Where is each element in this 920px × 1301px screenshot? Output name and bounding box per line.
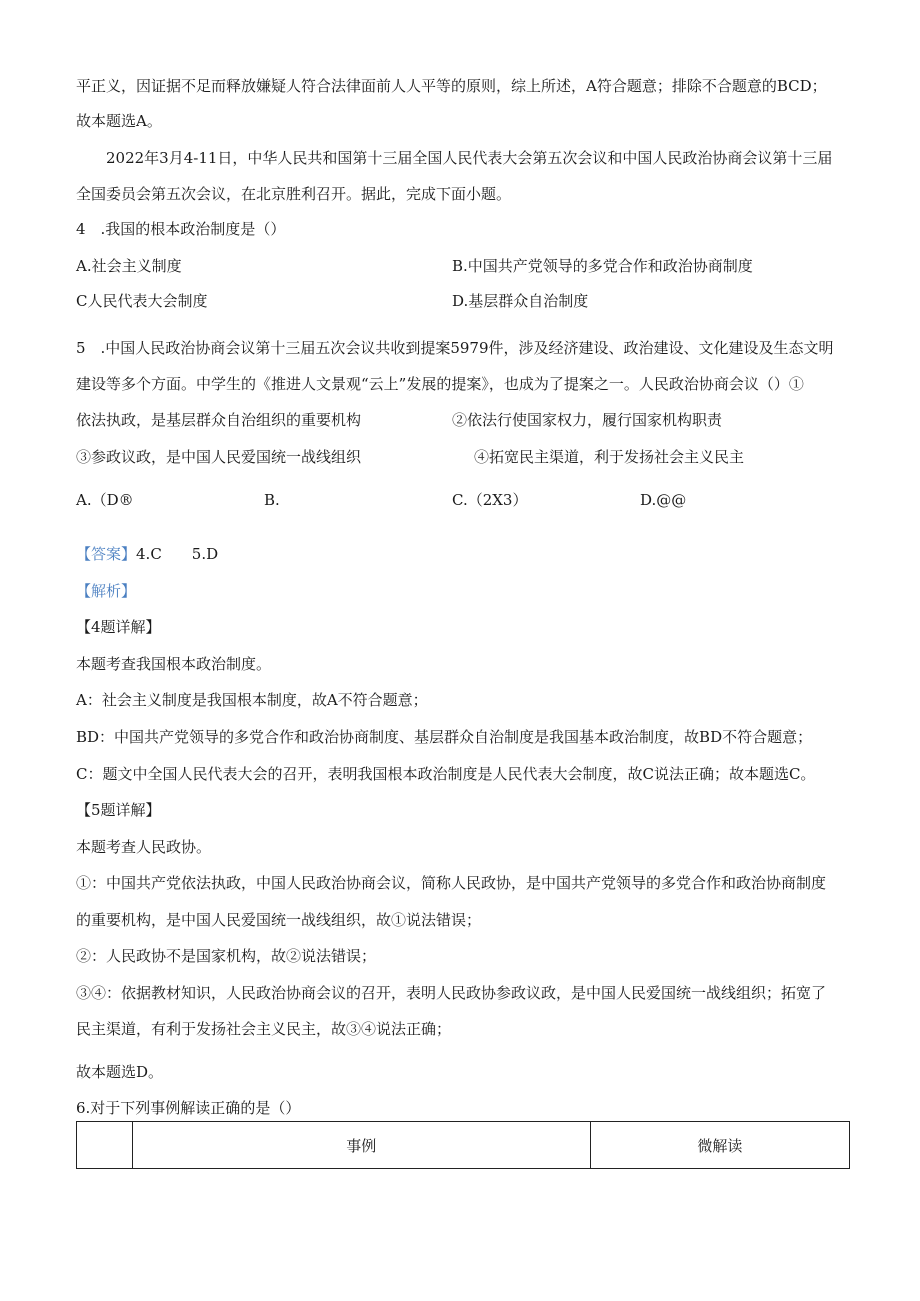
q5-detail-line-6: 民主渠道，有利于发扬社会主义民主，故③④说法正确； xyxy=(76,1020,452,1038)
table-row xyxy=(77,1122,850,1169)
q6-table xyxy=(76,1121,850,1169)
q5-detail-line-2: ①：中国共产党依法执政，中国人民政治协商会议，简称人民政协，是中国共产党领导的多党合作和政治协商制度 xyxy=(76,874,827,892)
q5-item-3: ③参政议政，是中国人民爱国统一战线组织 xyxy=(76,448,362,466)
q5-detail-line-3: 的重要机构，是中国人民爱国统一战线组织，故①说法错误； xyxy=(76,911,482,929)
q5-detail-line-5: ③④：依据教材知识，人民政治协商会议的召开，表明人民政协参政议政，是中国人民爱国统一战线组织；拓宽了 xyxy=(76,984,827,1002)
q5-detail-line-4: ②：人民政协不是国家机构，故②说法错误； xyxy=(76,947,377,965)
q5-item-4: ④拓宽民主渠道，利于发扬社会主义民主 xyxy=(474,448,745,466)
q5-option-a: A.（D® xyxy=(76,491,134,509)
q4-option-d: D.基层群众自治制度 xyxy=(452,292,589,310)
table-header-reading: 微解读 xyxy=(590,1122,849,1169)
intro-line-2: 故本题选A。 xyxy=(76,112,162,130)
q5-option-b: B. xyxy=(264,491,280,509)
q5-detail-heading: 【5题详解】 xyxy=(76,801,161,819)
answer-line xyxy=(76,544,218,564)
q4-detail-heading: 【4题详解】 xyxy=(76,618,161,636)
q4-option-a: A.社会主义制度 xyxy=(76,257,182,275)
intro-line-4: 全国委员会第五次会议，在北京胜利召开。据此，完成下面小题。 xyxy=(76,185,512,203)
table-cell-index xyxy=(77,1122,133,1169)
q5-detail-line-7: 故本题选D。 xyxy=(76,1063,164,1081)
answer-value: 4.C 5.D xyxy=(136,545,219,563)
q4-option-b: B.中国共产党领导的多党合作和政治协商制度 xyxy=(452,257,753,275)
q4-option-c: C人民代表大会制度 xyxy=(76,292,208,310)
q5-detail-line-1: 本题考查人民政协。 xyxy=(76,838,212,856)
intro-line-1: 平正义，因证据不足而释放嫌疑人符合法律面前人人平等的原则，综上所述，A符合题意；排除不合题意的BCD； xyxy=(76,77,827,95)
q5-option-c: C.（2X3） xyxy=(452,491,528,509)
q4-detail-line-3: BD：中国共产党领导的多党合作和政治协商制度、基层群众自治制度是我国基本政治制度，故BD不符合题意； xyxy=(76,728,813,746)
q5-item-2: ②依法行使国家权力，履行国家机构职责 xyxy=(452,411,723,429)
analysis-label: 【解析】 xyxy=(76,582,137,600)
intro-line-3: 2022年3月4-11日，中华人民共和国第十三届全国人民代表大会第五次会议和中国人民政治协商会议第十三届 xyxy=(106,149,833,167)
q5-item-1: 依法执政，是基层群众自治组织的重要机构 xyxy=(76,411,362,429)
q5-stem-line-2: 建设等多个方面。中学生的《推进人文景观“云上”发展的提案》，也成为了提案之一。人民政治协商会议（）① xyxy=(76,375,804,393)
q6-stem: 6.对于下列事例解读正确的是（） xyxy=(76,1099,301,1117)
q5-stem-line-1: 5 .中国人民政治协商会议第十三届五次会议共收到提案5979件，涉及经济建设、政治建设、文化建设及生态文明 xyxy=(76,339,834,357)
q4-stem: 4 .我国的根本政治制度是（） xyxy=(76,220,286,238)
q4-detail-line-2: A：社会主义制度是我国根本制度，故A不符合题意； xyxy=(76,691,428,709)
table-header-case: 事例 xyxy=(132,1122,590,1169)
q5-option-d: D.@@ xyxy=(640,491,687,509)
q4-detail-line-1: 本题考查我国根本政治制度。 xyxy=(76,655,272,673)
q4-detail-line-4: C：题文中全国人民代表大会的召开，表明我国根本政治制度是人民代表大会制度，故C说法正确；故本题选C。 xyxy=(76,765,816,783)
answer-label: 【答案】 xyxy=(76,545,137,563)
